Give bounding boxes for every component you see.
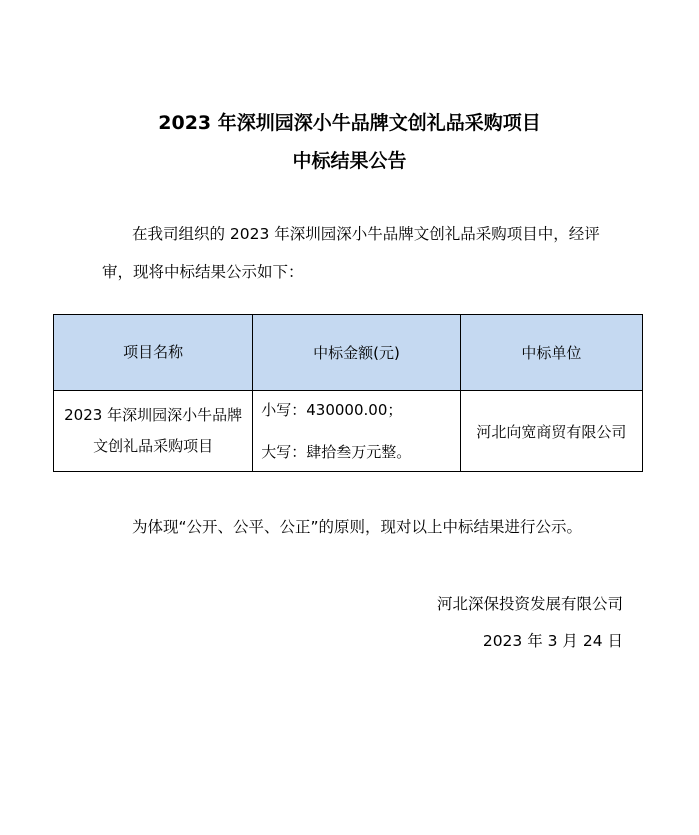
- notice-subtitle: 中标结果公告: [292, 150, 407, 172]
- header-bid-amount: 中标金额(元): [253, 315, 461, 391]
- signature-date: 2023 年 3 月 24 日: [482, 632, 623, 650]
- intro-line-2: 审，现将中标结果公示如下：: [102, 263, 304, 281]
- project-name-line-2: 文创礼品采购项目: [93, 437, 214, 455]
- notice-title: 2023 年深圳园深小牛品牌文创礼品采购项目: [158, 112, 541, 134]
- header-project-name: 项目名称: [54, 315, 253, 391]
- cell-winning-bidder: 河北向宽商贸有限公司: [460, 391, 642, 472]
- signature-company: 河北深保投资发展有限公司: [436, 595, 623, 613]
- cell-bid-amount: [253, 391, 461, 472]
- table-row: [54, 391, 643, 472]
- table-header-row: [54, 315, 643, 391]
- closing-statement: 为体现“公开、公平、公正”的原则，现对以上中标结果进行公示。: [132, 518, 583, 536]
- amount-lowercase: 小写：430000.00；: [261, 401, 403, 419]
- project-name-line-1: 2023 年深圳园深小牛品牌: [64, 406, 243, 424]
- intro-line-1: 在我司组织的 2023 年深圳园深小牛品牌文创礼品采购项目中，经评: [132, 225, 600, 243]
- cell-project-name: [54, 391, 253, 472]
- header-winning-bidder: 中标单位: [460, 315, 642, 391]
- amount-uppercase: 大写：肆拾叁万元整。: [261, 443, 412, 461]
- result-table: [53, 314, 643, 472]
